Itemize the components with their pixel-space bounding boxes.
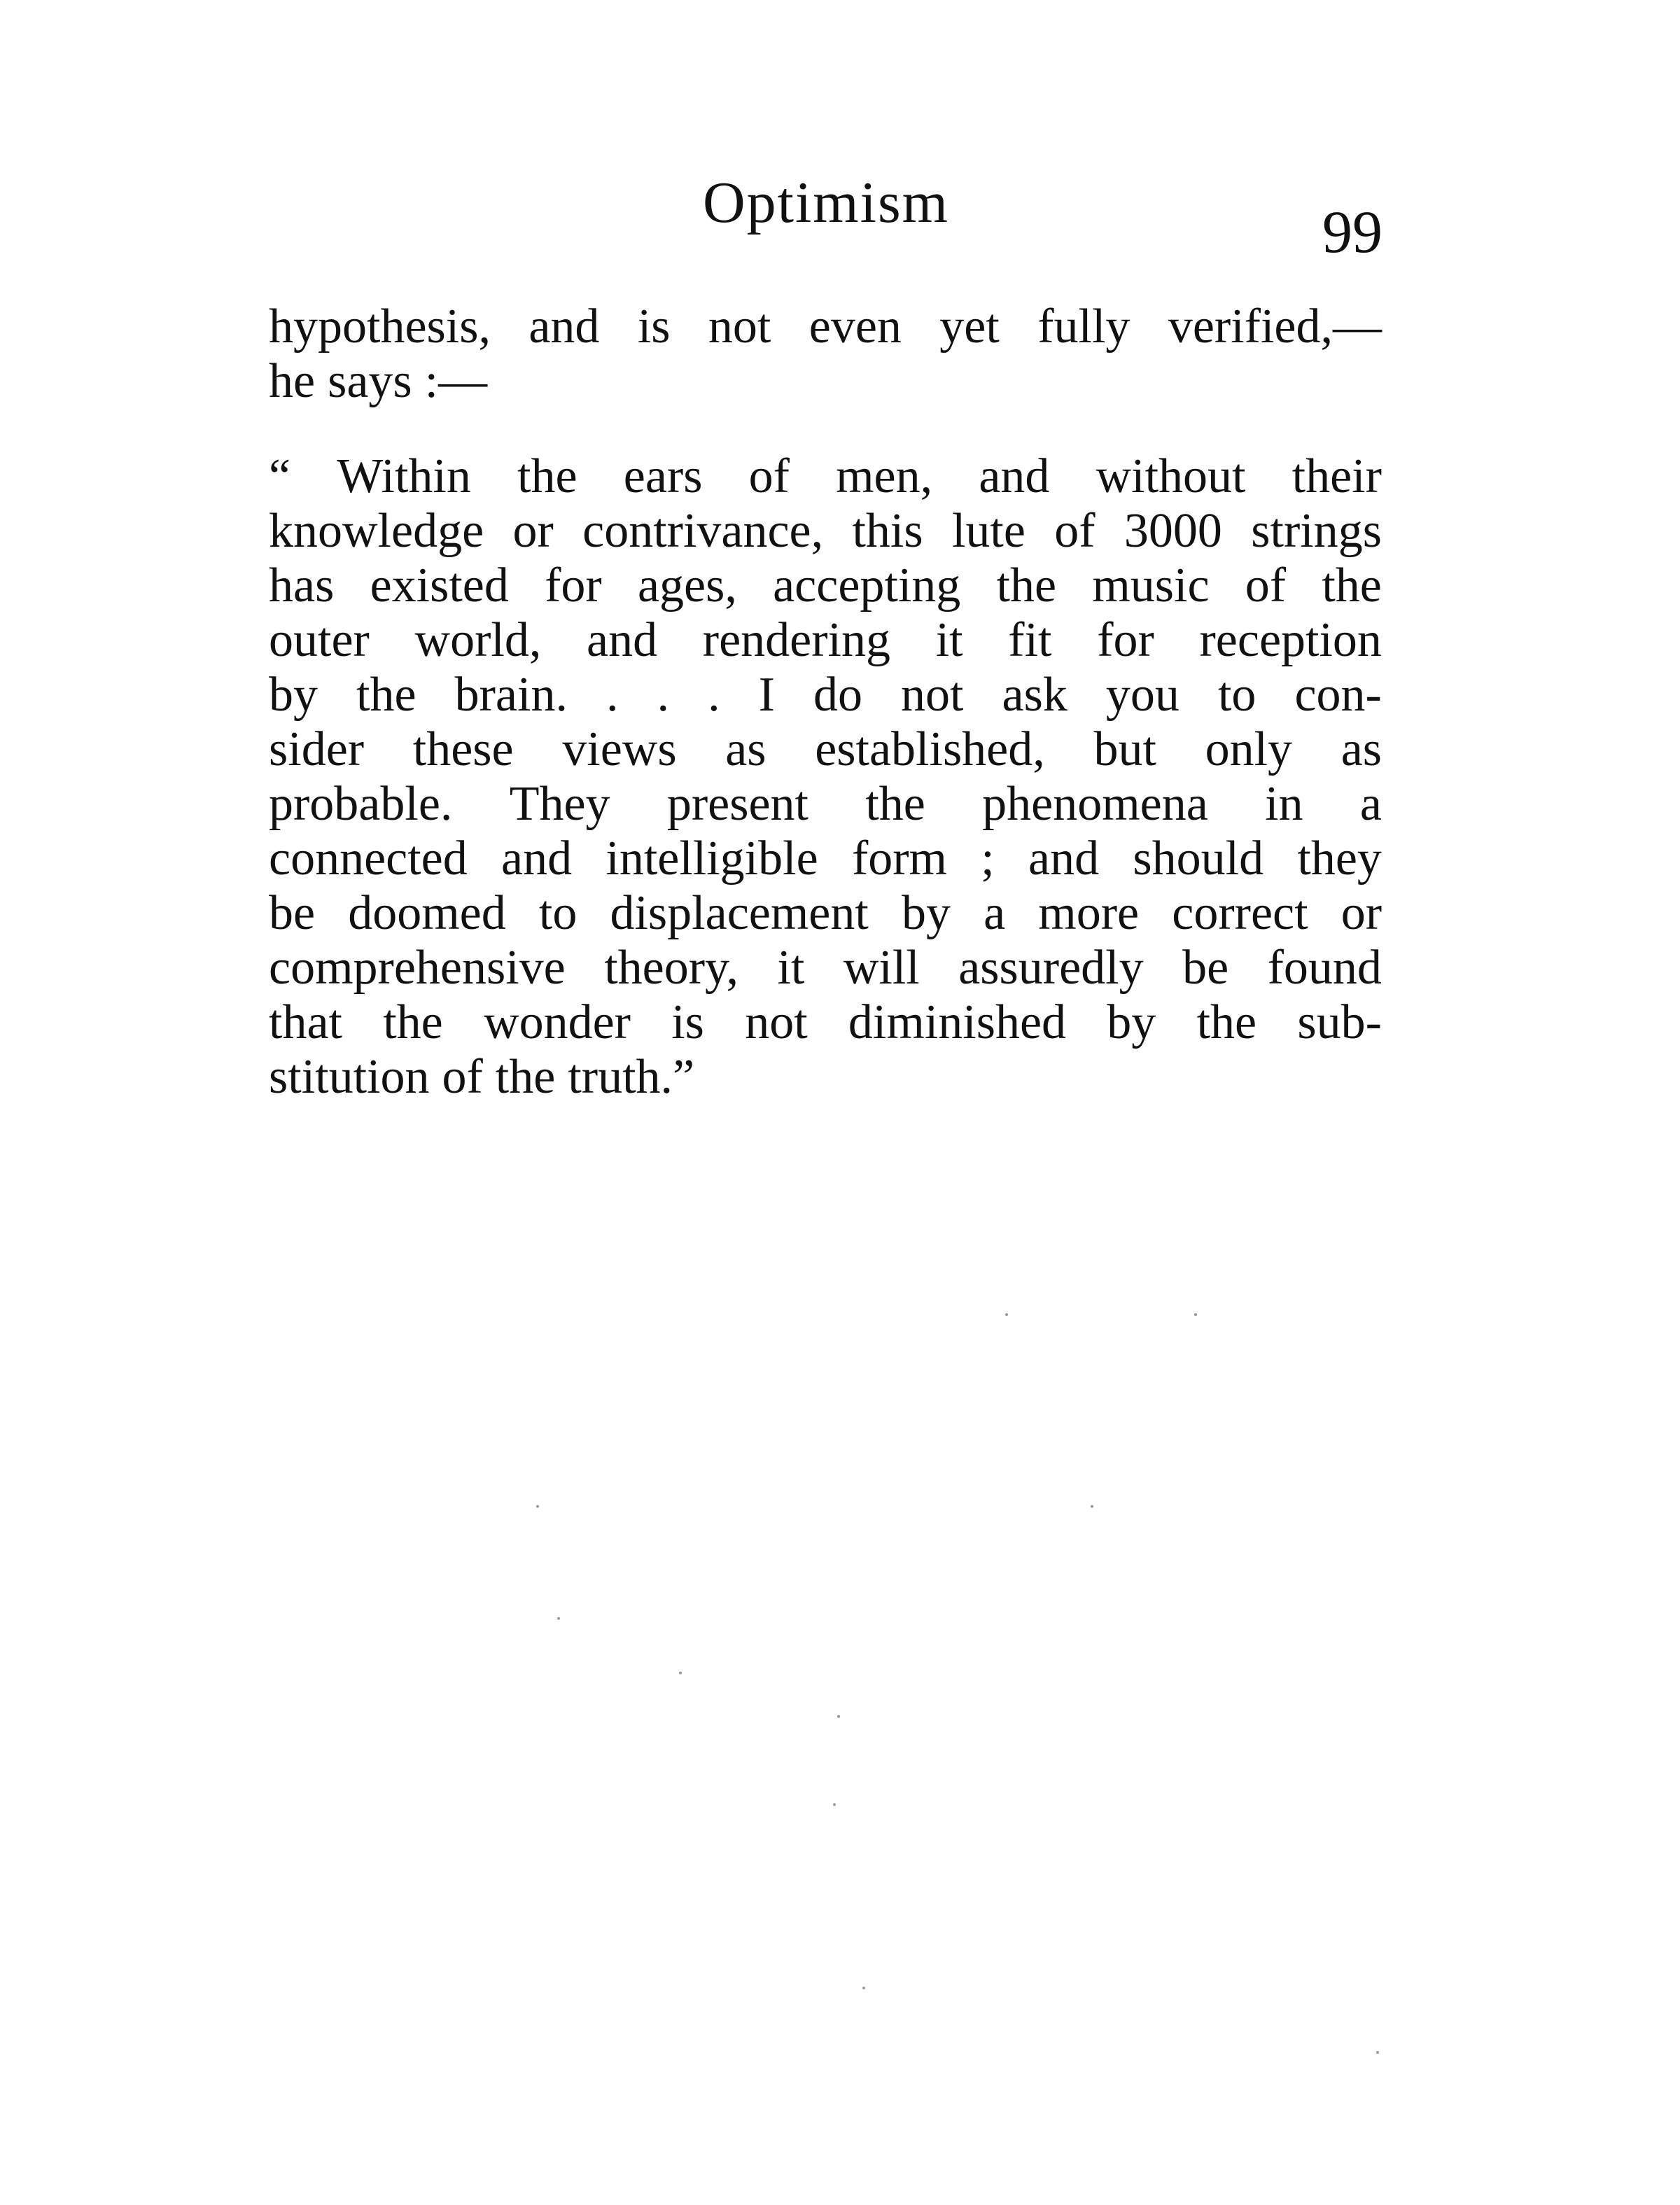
word: . — [657, 668, 670, 722]
word: not — [901, 668, 964, 722]
word: the — [383, 995, 443, 1049]
word: of — [1245, 559, 1287, 612]
word: con- — [1294, 668, 1382, 722]
word: the — [996, 559, 1057, 612]
word: sider — [269, 722, 365, 776]
word: they — [1297, 832, 1382, 886]
word: verified,— — [1168, 300, 1382, 354]
word: these — [412, 722, 514, 776]
scan-speck — [557, 1617, 560, 1620]
word: contrivance, — [582, 504, 824, 558]
scan-speck — [862, 1987, 865, 1989]
quote-line — [269, 449, 1382, 504]
text-line — [269, 300, 1382, 354]
quote-line — [269, 832, 1382, 886]
word: “ — [269, 449, 291, 503]
word: 3000 — [1124, 504, 1222, 558]
word: or — [512, 504, 554, 558]
word: fully — [1037, 300, 1130, 354]
word: even — [808, 300, 902, 354]
page-body — [269, 300, 1382, 1105]
word: brain. — [454, 668, 568, 722]
word: as — [1340, 722, 1382, 776]
word: knowledge — [269, 504, 484, 558]
running-title: Optimism — [702, 170, 950, 235]
word: probable. — [269, 777, 453, 831]
word: accepting — [773, 559, 961, 612]
word: rendering — [702, 613, 890, 667]
quote-line — [269, 504, 1382, 559]
scan-speck — [1376, 2051, 1379, 2054]
word: reception — [1199, 613, 1382, 667]
word: it — [777, 941, 805, 995]
word: the — [495, 1050, 556, 1104]
word: by — [269, 668, 318, 722]
word: hypothesis, — [269, 300, 491, 354]
scan-speck — [1194, 1313, 1197, 1316]
word: as — [725, 722, 766, 776]
word: that — [269, 995, 342, 1049]
word: ears — [623, 449, 703, 503]
scan-speck — [837, 1715, 840, 1718]
word: assuredly — [958, 941, 1144, 995]
word: I — [758, 668, 775, 722]
word: present — [666, 777, 808, 831]
paragraph-spacer — [269, 409, 1382, 449]
word: by — [901, 886, 951, 940]
word: by — [1107, 995, 1156, 1049]
word: established, — [815, 722, 1045, 776]
word: diminished — [848, 995, 1067, 1049]
word: to — [538, 886, 578, 940]
quote-line — [269, 777, 1382, 832]
word: is — [671, 995, 704, 1049]
quote-line — [269, 941, 1382, 995]
word: you — [1105, 668, 1180, 722]
quote-line — [269, 995, 1382, 1050]
word: strings — [1251, 504, 1382, 558]
quote-line — [269, 613, 1382, 668]
word: the — [865, 777, 925, 831]
word: men, — [836, 449, 933, 503]
word: should — [1133, 832, 1264, 886]
word: intelligible — [606, 832, 818, 886]
word: . — [708, 668, 720, 722]
quote-line — [269, 559, 1382, 613]
word: for — [1097, 613, 1154, 667]
word: ; — [981, 832, 995, 886]
word: connected — [269, 832, 468, 886]
word: existed — [370, 559, 509, 612]
word: comprehensive — [269, 941, 566, 995]
scan-speck — [536, 1505, 539, 1508]
word: the — [517, 449, 578, 503]
text-line — [269, 354, 1382, 409]
word: this — [852, 504, 923, 558]
word: be — [1182, 941, 1229, 995]
word: wonder — [484, 995, 631, 1049]
word: ages, — [637, 559, 737, 612]
word: not — [708, 300, 771, 354]
word: found — [1267, 941, 1382, 995]
word: sub- — [1297, 995, 1382, 1049]
word: the — [1196, 995, 1257, 1049]
page-number: 99 — [1322, 198, 1382, 265]
word: outer — [269, 613, 370, 667]
word: a — [983, 886, 1006, 940]
word: or — [1340, 886, 1382, 940]
word: They — [509, 777, 610, 831]
word: form — [851, 832, 948, 886]
word: and — [501, 832, 573, 886]
word: and — [1028, 832, 1100, 886]
word: doomed — [348, 886, 506, 940]
word: of — [748, 449, 790, 503]
quote-line — [269, 722, 1382, 777]
word: he — [269, 354, 316, 408]
scan-speck — [833, 1803, 836, 1806]
quote-line — [269, 668, 1382, 722]
word: the — [356, 668, 416, 722]
word: will — [843, 941, 920, 995]
word: and — [528, 300, 600, 354]
word: and — [979, 449, 1050, 503]
word: views — [562, 722, 677, 776]
word: it — [935, 613, 963, 667]
word: to — [1217, 668, 1256, 722]
scan-speck — [1005, 1313, 1008, 1316]
word: correct — [1172, 886, 1308, 940]
word: theory, — [604, 941, 738, 995]
word: and — [587, 613, 658, 667]
word: world, — [414, 613, 542, 667]
word: only — [1205, 722, 1293, 776]
word: yet — [939, 300, 1000, 354]
quote-line — [269, 1050, 1382, 1105]
word: fit — [1008, 613, 1052, 667]
word: Within — [337, 449, 471, 503]
word: more — [1038, 886, 1140, 940]
word: for — [545, 559, 602, 612]
word: not — [745, 995, 808, 1049]
word: stitution — [269, 1050, 430, 1104]
word: a — [1359, 777, 1382, 831]
scan-speck — [679, 1672, 682, 1674]
quote-line — [269, 886, 1382, 941]
word: without — [1096, 449, 1246, 503]
word: in — [1265, 777, 1303, 831]
word: lute — [951, 504, 1026, 558]
word: their — [1292, 449, 1382, 503]
word: be — [269, 886, 316, 940]
word: of — [442, 1050, 483, 1104]
word: displacement — [610, 886, 869, 940]
word: music — [1092, 559, 1210, 612]
word: of — [1054, 504, 1096, 558]
word: do — [813, 668, 862, 722]
word: has — [269, 559, 335, 612]
word: says — [328, 354, 412, 408]
word: truth.” — [568, 1050, 695, 1104]
word: :— — [424, 354, 488, 408]
scan-speck — [1091, 1505, 1093, 1508]
word: . — [606, 668, 619, 722]
word: the — [1322, 559, 1382, 612]
word: is — [637, 300, 671, 354]
word: phenomena — [982, 777, 1208, 831]
word: but — [1093, 722, 1156, 776]
word: ask — [1002, 668, 1068, 722]
